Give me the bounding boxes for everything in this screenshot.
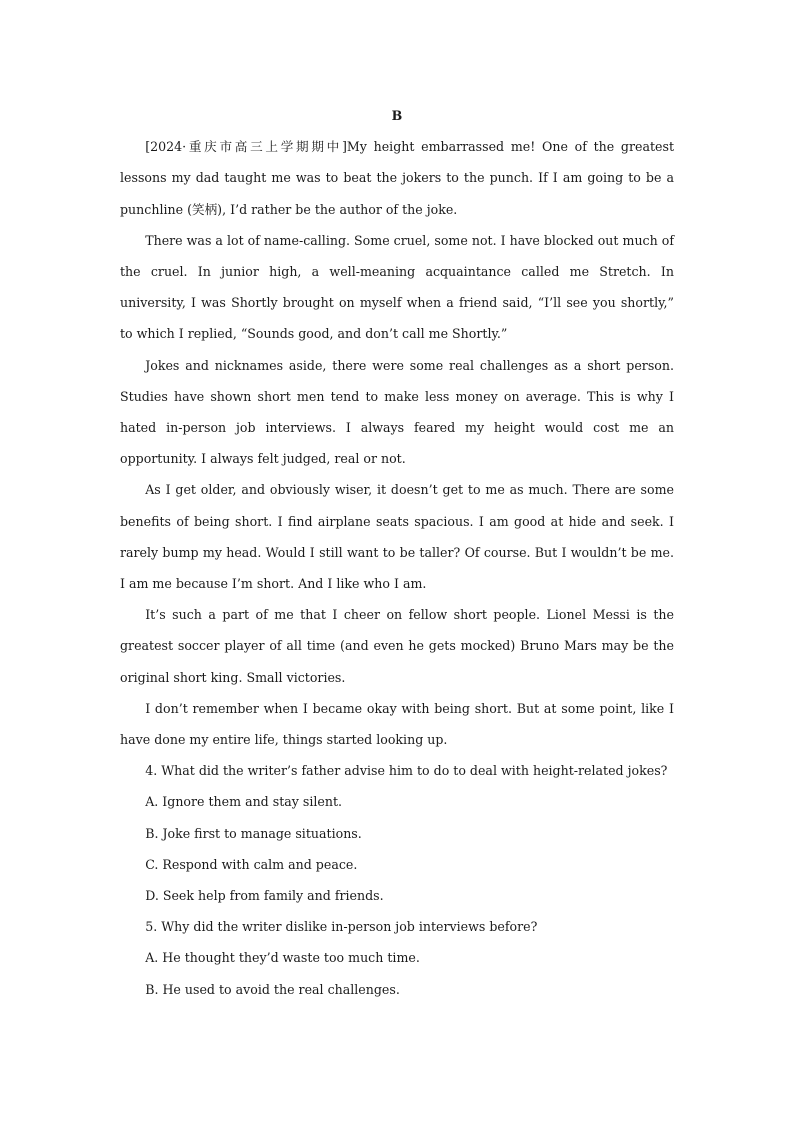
passage-paragraph-5: It’s such a part of me that I cheer on fellow short people. Lionel Messi is the greatest soccer player of all time (and even he gets mocked) Bruno Mars may be the original short king. Small victories. (120, 607, 674, 685)
question-stem: 4. What did the writer’s father advise him to do to deal with height-related jokes? (145, 763, 668, 779)
section-title: B (391, 108, 403, 123)
option-c: C. Respond with calm and peace. (145, 856, 358, 872)
question-4 (120, 755, 674, 911)
passage-paragraph-6: I don’t remember when I became okay with being short. But at some point, like I have done my entire life, things started looking up. (120, 700, 674, 748)
passage-paragraph-1: [2024·重庆市高三上学期期中]My height embarrassed me! One of the greatest lessons my dad taught me was to beat the jokers to the punch. If I am going to be a punchline (笑柄), I’d rather be the author of the joke. (120, 139, 674, 217)
reading-passage (120, 131, 674, 755)
passage-paragraph-2: There was a lot of name-calling. Some cruel, some not. I have blocked out much of the cruel. In junior high, a well-meaning acquaintance called me Stretch. In university, I was Shortly brought on myself when a friend said, “I’ll see you shortly,” to which I replied, “Sounds good, and don’t call me Shortly.” (120, 232, 674, 342)
option-a: A. He thought they’d waste too much time. (145, 950, 420, 966)
option-d: D. Seek help from family and friends. (145, 888, 384, 904)
option-a: A. Ignore them and stay silent. (145, 794, 343, 810)
passage-paragraph-3: Jokes and nicknames aside, there were some real challenges as a short person. Studies have shown short men tend to make less money on average. This is why I hated in-person job interviews. I always feared my height would cost me an opportunity. I always felt judged, real or not. (120, 357, 674, 467)
option-b: B. He used to avoid the real challenges. (145, 981, 400, 997)
document-page (120, 100, 674, 1005)
question-5 (120, 911, 674, 1005)
passage-paragraph-4: As I get older, and obviously wiser, it doesn’t get to me as much. There are some benefits of being short. I find airplane seats spacious. I am good at hide and seek. I rarely bump my head. Would I still want to be taller? Of course. But I wouldn’t be me. I am me because I’m short. And I like who I am. (120, 482, 674, 592)
question-stem: 5. Why did the writer dislike in-person job interviews before? (145, 919, 538, 935)
option-b: B. Joke first to manage situations. (145, 825, 362, 841)
